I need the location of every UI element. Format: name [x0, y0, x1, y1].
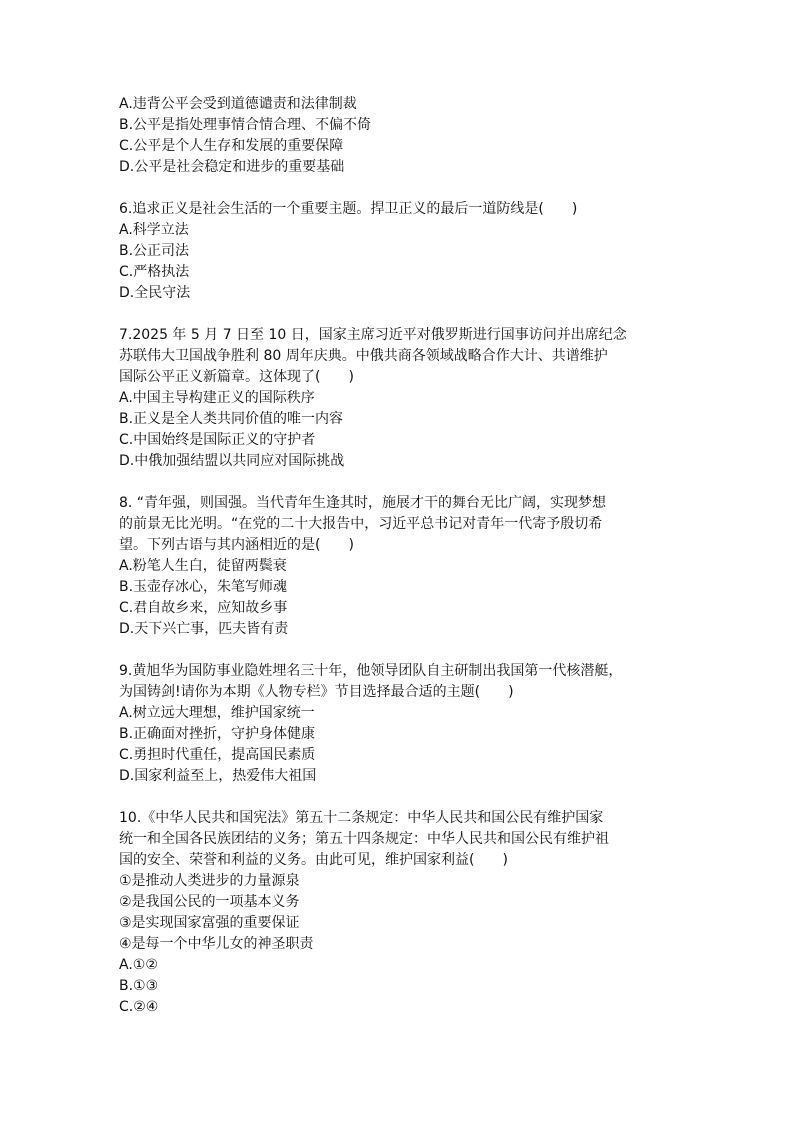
option-a: A.粉笔人生白，徒留两鬓衰 [119, 558, 287, 574]
question-5-options [119, 94, 679, 178]
option-a: A.树立远大理想，维护国家统一 [119, 705, 315, 721]
question-stem: 国的安全、荣誉和利益的义务。由此可见，维护国家利益( ) [119, 852, 508, 868]
question-10 [119, 808, 679, 1018]
option-c: C.严格执法 [119, 264, 190, 280]
option-c: C.中国始终是国际正义的守护者 [119, 432, 316, 448]
statement-1: ①是推动人类进步的力量源泉 [119, 873, 300, 889]
question-stem: 国际公平正义新篇章。这体现了( ) [119, 369, 354, 385]
question-stem: 10.《中华人民共和国宪法》第五十二条规定：中华人民共和国公民有维护国家 [119, 810, 604, 826]
spacer [119, 640, 679, 661]
statement-2: ②是我国公民的一项基本义务 [119, 894, 300, 910]
question-7 [119, 325, 679, 472]
question-stem: 望。下列古语与其内涵相近的是( ) [119, 537, 354, 553]
question-stem: 7.2025 年 5 月 7 日至 10 日，国家主席习近平对俄罗斯进行国事访问并出席纪念 [119, 327, 627, 343]
spacer [119, 472, 679, 493]
option-c: C.公平是个人生存和发展的重要保障 [119, 138, 344, 154]
statement-3: ③是实现国家富强的重要保证 [119, 915, 300, 931]
option-b: B.正确面对挫折，守护身体健康 [119, 726, 316, 742]
question-stem: 6.追求正义是社会生活的一个重要主题。捍卫正义的最后一道防线是( ) [119, 201, 578, 217]
question-stem: 9.黄旭华为国防事业隐姓埋名三十年，他领导团队自主研制出我国第一代核潜艇， [119, 663, 623, 679]
option-b: B.正义是全人类共同价值的唯一内容 [119, 411, 344, 427]
option-b: B.公平是指处理事情合情合理、不偏不倚 [119, 117, 372, 133]
question-stem: 苏联伟大卫国战争胜利 80 周年庆典。中俄共商各领域战略合作大计、共谱维护 [119, 348, 608, 364]
option-b: B.公正司法 [119, 243, 190, 259]
option-c: C.勇担时代重任，提高国民素质 [119, 747, 316, 763]
option-c: C.②④ [119, 999, 159, 1015]
spacer [119, 178, 679, 199]
question-6 [119, 199, 679, 304]
question-stem: 8. “青年强，则国强。当代青年生逢其时，施展才干的舞台无比广阔，实现梦想 [119, 495, 607, 511]
question-8 [119, 493, 679, 640]
statement-4: ④是每一个中华儿女的神圣职责 [119, 936, 314, 952]
document-page [119, 94, 679, 1018]
option-a: A.科学立法 [119, 222, 189, 238]
option-d: D.全民守法 [119, 285, 191, 301]
option-b: B.玉壶存冰心，朱笔写师魂 [119, 579, 288, 595]
option-d: D.中俄加强结盟以共同应对国际挑战 [119, 453, 345, 469]
option-d: D.国家利益至上，热爱伟大祖国 [119, 768, 317, 784]
question-9 [119, 661, 679, 787]
spacer [119, 304, 679, 325]
option-c: C.君自故乡来，应知故乡事 [119, 600, 288, 616]
question-stem: 的前景无比光明。“在党的二十大报告中，习近平总书记对青年一代寄予殷切希 [119, 516, 603, 532]
option-a: A.违背公平会受到道德谴责和法律制裁 [119, 96, 357, 112]
option-d: D.公平是社会稳定和进步的重要基础 [119, 159, 345, 175]
option-a: A.①② [119, 957, 158, 973]
option-a: A.中国主导构建正义的国际秩序 [119, 390, 315, 406]
question-stem: 为国铸剑!请你为本期《人物专栏》节目选择最合适的主题( ) [119, 684, 514, 700]
question-stem: 统一和全国各民族团结的义务；第五十四条规定：中华人民共和国公民有维护祖 [119, 831, 609, 847]
spacer [119, 787, 679, 808]
option-d: D.天下兴亡事，匹夫皆有责 [119, 621, 289, 637]
option-b: B.①③ [119, 978, 159, 994]
